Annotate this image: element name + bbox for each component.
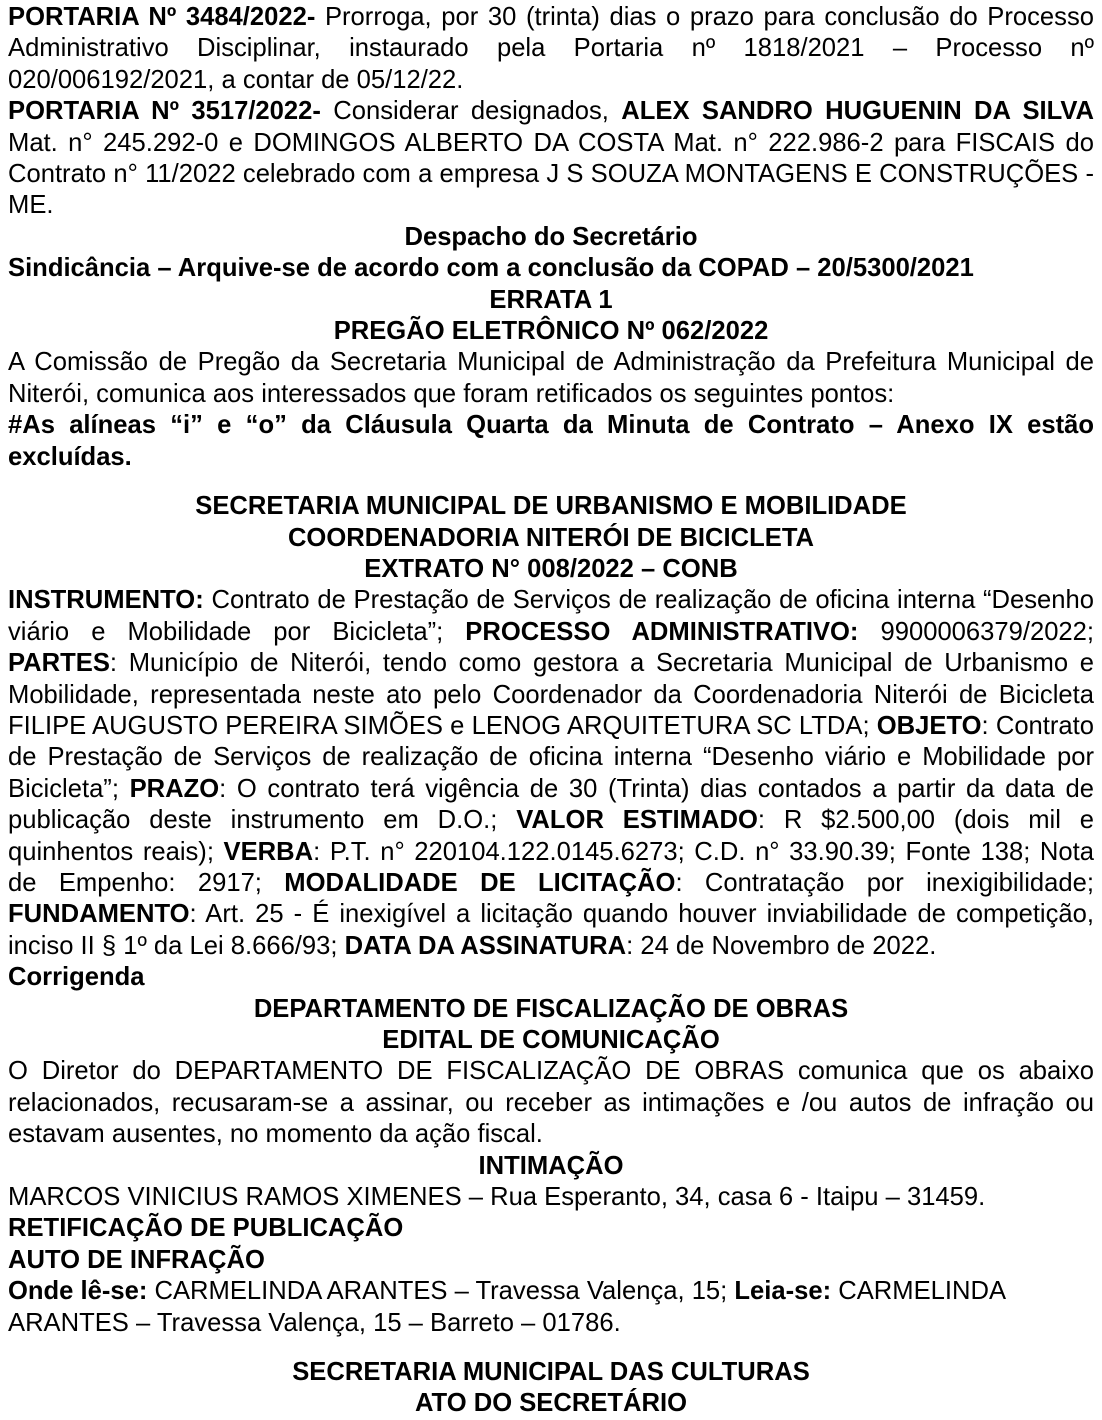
heading-retificacao: RETIFICAÇÃO DE PUBLICAÇÃO bbox=[8, 1214, 404, 1243]
portaria-3517-text-1: Considerar designados, bbox=[320, 97, 622, 126]
extrato-value: Contrato de Prestação de Serviços de realização de oficina interna “Desenho viário e Mobilidade por Bicicleta”; bbox=[8, 586, 1094, 646]
extrato-value: : 24 de Novembro de 2022. bbox=[626, 931, 937, 960]
heading-departamento: DEPARTAMENTO DE FISCALIZAÇÃO DE OBRAS bbox=[253, 994, 849, 1023]
extrato-value: : R $2.500,00 (dois mil e quinhentos reais); bbox=[8, 806, 1094, 866]
heading-pregao: PREGÃO ELETRÔNICO Nº 062/2022 bbox=[333, 317, 769, 346]
extrato-value: 9900006379/2022; bbox=[858, 617, 1095, 646]
extrato-label: PROCESSO ADMINISTRATIVO: bbox=[465, 617, 859, 646]
portaria-3517-paragraph bbox=[8, 96, 1094, 222]
onde-le-se-label: Onde lê-se: bbox=[8, 1277, 148, 1306]
heading-secretaria-urbanismo: SECRETARIA MUNICIPAL DE URBANISMO E MOBILIDADE bbox=[195, 492, 907, 521]
heading-coordenadoria: COORDENADORIA NITERÓI DE BICICLETA bbox=[287, 523, 815, 552]
extrato-label: FUNDAMENTO bbox=[8, 900, 190, 929]
leia-se-text: CARMELINDA ARANTES – Travessa Valença, 15 – Barreto – 01786. bbox=[8, 1277, 1005, 1337]
leia-se-label: Leia-se: bbox=[734, 1277, 832, 1306]
portaria-3484-text: Prorroga, por 30 (trinta) dias o prazo para conclusão do Processo Administrativo Disciplinar, instaurado pela Portaria nº 1818/2021 – Processo nº 020/006192/2021, a contar de 05/12/22. bbox=[8, 3, 1094, 94]
extrato-value: : Contratação por inexigibilidade; bbox=[675, 868, 1094, 897]
heading-auto-infracao: AUTO DE INFRAÇÃO bbox=[8, 1245, 265, 1274]
portaria-3517-name: ALEX SANDRO HUGUENIN DA SILVA bbox=[621, 97, 1095, 126]
extrato-label: INSTRUMENTO: bbox=[8, 586, 204, 615]
extrato-label: VALOR ESTIMADO bbox=[516, 806, 758, 835]
heading-extrato: EXTRATO N° 008/2022 – CONB bbox=[364, 554, 738, 583]
edital-paragraph: O Diretor do DEPARTAMENTO DE FISCALIZAÇÃO DE OBRAS comunica que os abaixo relacionados, recusaram-se a assinar, ou receber as intimações e /ou autos de infração ou estavam ausentes, no momento da ação fiscal. bbox=[8, 1057, 1094, 1149]
corrigenda-label: Corrigenda bbox=[8, 963, 145, 992]
heading-secretaria-culturas: SECRETARIA MUNICIPAL DAS CULTURAS bbox=[292, 1358, 810, 1387]
heading-intimacao: INTIMAÇÃO bbox=[478, 1151, 624, 1180]
pregao-paragraph: A Comissão de Pregão da Secretaria Municipal de Administração da Prefeitura Municipal de Niterói, comunica aos interessados que foram retificados os seguintes pontos: bbox=[8, 348, 1094, 408]
extrato-paragraph bbox=[8, 585, 1094, 962]
extrato-label: OBJETO bbox=[876, 711, 982, 740]
extrato-label: PRAZO bbox=[129, 774, 220, 803]
heading-despacho: Despacho do Secretário bbox=[404, 222, 698, 251]
heading-edital: EDITAL DE COMUNICAÇÃO bbox=[382, 1026, 720, 1054]
extrato-value: : Município de Niterói, tendo como gestora a Secretaria Municipal de Urbanismo e Mobilidade, representada neste ato pelo Coordenador da Coordenadoria Niterói de Bicicleta FILIPE AUGUSTO PEREIRA SIMÕES e LENOG ARQUITETURA SC LTDA; bbox=[8, 649, 1094, 740]
heading-errata: ERRATA 1 bbox=[489, 285, 613, 314]
alineas-paragraph: #As alíneas “i” e “o” da Cláusula Quarta da Minuta de Contrato – Anexo IX estão excluídas. bbox=[8, 411, 1094, 471]
extrato-label: DATA DA ASSINATURA bbox=[344, 931, 627, 960]
portaria-3517-label: PORTARIA Nº 3517/2022- bbox=[8, 97, 321, 126]
portaria-3484-paragraph bbox=[8, 2, 1094, 96]
extrato-value: : O contrato terá vigência de 30 (Trinta) dias contados a partir da data de publicação deste instrumento em D.O.; bbox=[8, 774, 1095, 835]
intimacao-line: MARCOS VINICIUS RAMOS XIMENES – Rua Esperanto, 34, casa 6 - Itaipu – 31459. bbox=[8, 1183, 986, 1212]
extrato-value: : Contrato de Prestação de Serviços de realização de oficina interna “Desenho viário e Mobilidade por Bicicleta”; bbox=[8, 711, 1094, 803]
onde-le-se-text: CARMELINDA ARANTES – Travessa Valença, 15; bbox=[147, 1277, 735, 1306]
extrato-label: PARTES bbox=[8, 649, 110, 678]
portaria-3484-label: PORTARIA Nº 3484/2022- bbox=[8, 3, 316, 31]
extrato-value: : P.T. n° 220104.122.0145.6273; C.D. n° 33.90.39; Fonte 138; Nota de Empenho: 2917; bbox=[8, 837, 1094, 897]
heading-ato-secretario: ATO DO SECRETÁRIO bbox=[414, 1389, 688, 1418]
portaria-3517-text-2: Mat. n° 245.292-0 e DOMINGOS ALBERTO DA COSTA Mat. n° 222.986-2 para FISCAIS do Contrato n° 11/2022 celebrado com a empresa J S SOUZA MONTAGENS E CONSTRUÇÕES - ME. bbox=[8, 128, 1094, 220]
extrato-label: MODALIDADE DE LICITAÇÃO bbox=[284, 868, 676, 897]
extrato-label: VERBA bbox=[223, 837, 314, 866]
extrato-value: : Art. 25 - É inexigível a licitação quando houver inviabilidade de competição, inciso II § 1º da Lei 8.666/93; bbox=[8, 900, 1094, 960]
retificacao-paragraph bbox=[8, 1276, 1094, 1339]
sindicancia-line: Sindicância – Arquive-se de acordo com a conclusão da COPAD – 20/5300/2021 bbox=[8, 254, 974, 283]
